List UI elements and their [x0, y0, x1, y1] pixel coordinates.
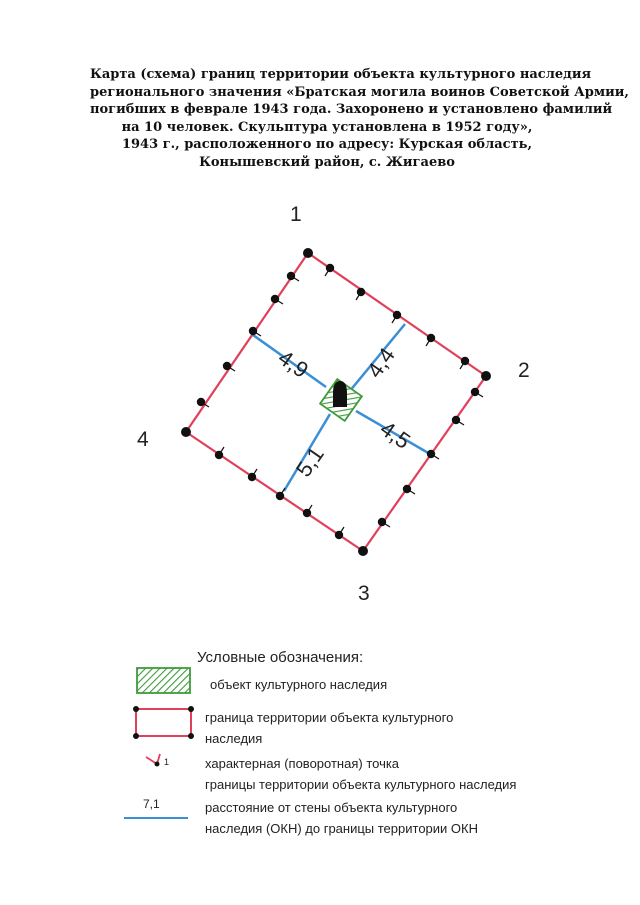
- title-line: регионального значения «Братская могила воинов Советской Армии,: [90, 84, 629, 100]
- distance-label-west: 4,9: [273, 344, 314, 383]
- distance-marker: 7,1: [143, 797, 160, 811]
- red-rectangle-corner: [188, 733, 194, 739]
- legend-text-line: расстояние от стены объекта культурного: [205, 800, 458, 815]
- red-rectangle-corner: [188, 706, 194, 712]
- legend-title: Условные обозначения:: [197, 649, 364, 666]
- title-line: погибших в феврале 1943 года. Захоронено и установлено фамилий: [90, 102, 613, 117]
- legend-text-line: наследия: [205, 731, 263, 746]
- distance-label-south: 5,1: [290, 441, 329, 482]
- corner-point-1: [303, 248, 313, 258]
- red-rectangle-corner: [133, 706, 139, 712]
- title-line: 1943 г., расположенного по адресу: Курская область,: [121, 137, 533, 152]
- corner-label-1: 1: [290, 203, 302, 226]
- red-rectangle-corner: [133, 733, 139, 739]
- legend-text-turning-point: [205, 753, 516, 795]
- corner-label-3: 3: [358, 582, 370, 605]
- monument-icon: [333, 381, 347, 407]
- red-rectangle-icon: [136, 709, 191, 736]
- hatched-square-icon: [137, 668, 190, 693]
- turning-point-marker: 1: [164, 757, 170, 767]
- legend-text-distance: [205, 797, 478, 839]
- legend-text-line: характерная (поворотная) точка: [205, 756, 400, 771]
- legend-text-line: наследия (ОКН) до границы территории ОКН: [205, 821, 478, 836]
- legend-text-line: граница территории объекта культурного: [205, 710, 454, 725]
- title-line: Конышевский район, с. Жигаево: [199, 154, 455, 170]
- legend-symbols: [124, 668, 194, 818]
- legend-text-boundary: [205, 707, 453, 749]
- corner-point-4: [181, 427, 191, 437]
- turning-point-icon-dot: [155, 762, 160, 767]
- legend-text-line: границы территории объекта культурного наследия: [205, 777, 517, 792]
- distance-label-north: 4,4: [361, 342, 400, 383]
- title-line: на 10 человек. Скульптура установлена в 1952 году»,: [121, 119, 533, 135]
- corner-point-2: [481, 371, 491, 381]
- distance-label-east: 4,5: [375, 415, 416, 454]
- corner-point-3: [358, 546, 368, 556]
- legend-text-heritage-object: объект культурного наследия: [210, 677, 388, 692]
- title-line: Карта (схема) границ территории объекта культурного наследия: [90, 67, 592, 82]
- corner-label-2: 2: [518, 359, 530, 382]
- corner-label-4: 4: [137, 428, 149, 451]
